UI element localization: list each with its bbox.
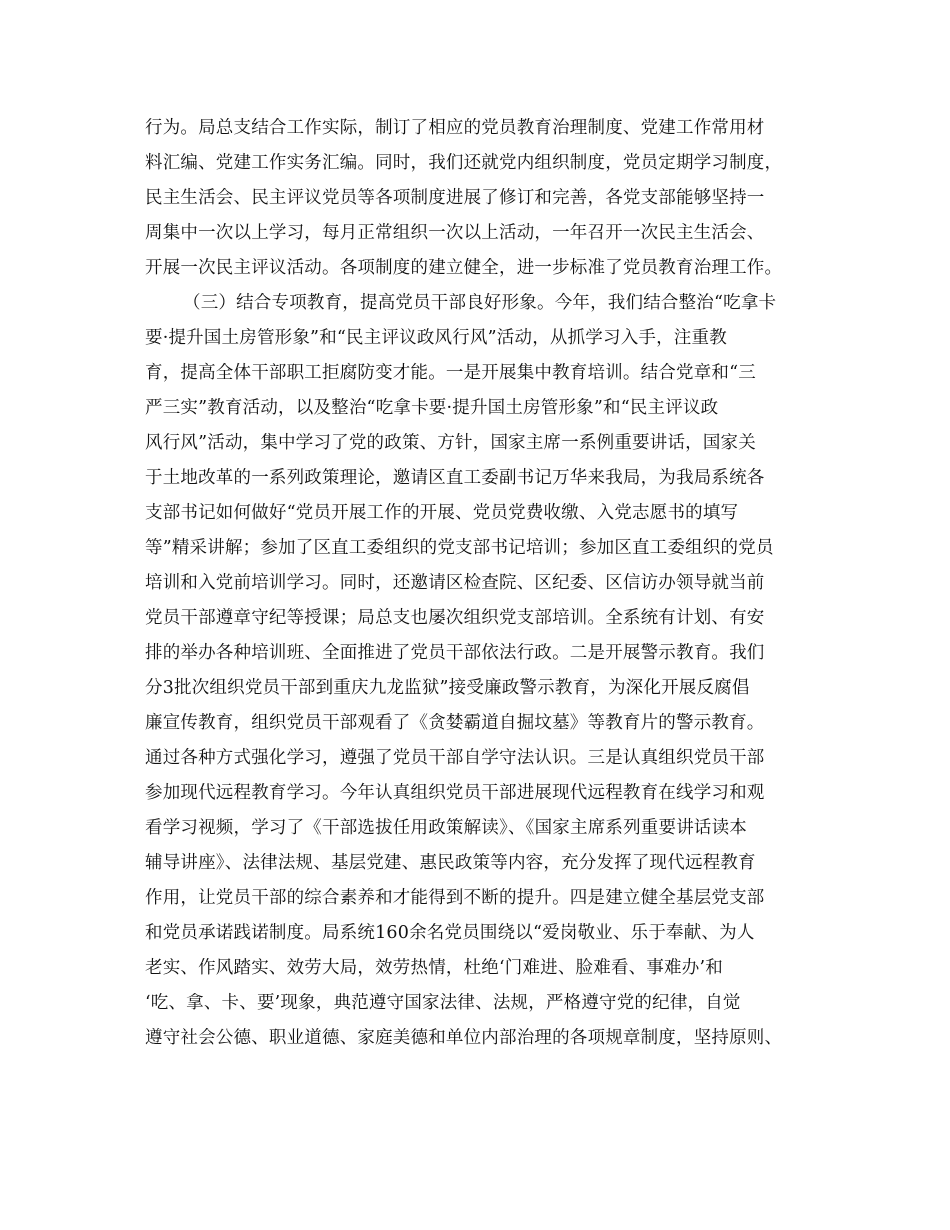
body-line: 参加现代远程教育学习。今年认真组织党员干部进展现代远程教育在线学习和观: [145, 783, 765, 803]
body-line: 支部书记如何做好“党员开展工作的开展、党员党费收缴、入党志愿书的填写: [145, 503, 739, 523]
body-line: 等”精采讲解；参加了区直工委组织的党支部书记培训；参加区直工委组织的党员: [145, 538, 774, 558]
paragraph-start-line: （三）结合专项教育，提高党员干部良好形象。今年，我们结合整治“吃拿卡: [183, 293, 777, 313]
body-line: 风行风”活动，集中学习了党的政策、方针，国家主席一系例重要讲话，国家关: [145, 433, 756, 453]
body-line: 开展一次民主评议活动。各项制度的建立健全，进一步标准了党员教育治理工作。: [145, 258, 783, 278]
body-line: 严三实”教育活动，以及整治“吃拿卡要·提升国土房管形象”和“民主评议政: [145, 398, 719, 418]
body-line: 周集中一次以上学习，每月正常组织一次以上活动，一年召开一次民主生活会、: [145, 223, 765, 243]
body-line: 老实、作风踏实、效劳大局，效劳热情，杜绝‘门难进、脸难看、事难办’和: [145, 958, 723, 978]
body-line: 料汇编、党建工作实务汇编。同时，我们还就党内组织制度，党员定期学习制度，: [145, 153, 783, 173]
body-line: 分3批次组织党员干部到重庆九龙监狱”接受廉政警示教育，为深化开展反腐倡: [145, 678, 750, 698]
body-line: 培训和入党前培训学习。同时，还邀请区检查院、区纪委、区信访办领导就当前: [145, 573, 765, 593]
body-line: 和党员承诺践诺制度。局系统160余名党员围绕以“爱岗敬业、乐于奉献、为人: [145, 923, 755, 943]
body-line: 行为。局总支结合工作实际，制订了相应的党员教育治理制度、党建工作常用材: [145, 118, 765, 138]
body-line: 辅导讲座》、法律法规、基层党建、惠民政策等内容，充分发挥了现代远程教育: [145, 853, 756, 873]
body-line: 党员干部遵章守纪等授课；局总支也屡次组织党支部培训。全系统有计划、有安: [145, 608, 765, 628]
body-line: 通过各种方式强化学习，遵强了党员干部自学守法认识。三是认真组织党员干部: [145, 748, 765, 768]
body-line: 排的举办各种培训班、全面推进了党员干部依法行政。二是开展警示教育。我们: [145, 643, 765, 663]
body-line: 遵守社会公德、职业道德、家庭美德和单位内部治理的各项规章制度，坚持原则、: [145, 1028, 783, 1048]
body-line: 育，提高全体干部职工拒腐防变才能。一是开展集中教育培训。结合党章和“三: [145, 363, 756, 383]
body-line: 作用，让党员干部的综合素养和才能得到不断的提升。四是建立健全基层党支部: [145, 888, 765, 908]
body-line: 民主生活会、民主评议党员等各项制度进展了修订和完善，各党支部能够坚持一: [145, 188, 765, 208]
body-line: 看学习视频，学习了《干部选拔任用政策解读》、《国家主席系列重要讲话读本: [145, 818, 747, 838]
body-line: 要·提升国土房管形象”和“民主评议政风行风”活动，从抓学习入手，注重教: [145, 328, 727, 348]
body-line: 廉宣传教育，组织党员干部观看了《贪婪霸道自掘坟墓》等教育片的警示教育。: [145, 713, 765, 733]
body-line: 于土地改革的一系列政策理论，邀请区直工委副书记万华来我局，为我局系统各: [145, 468, 765, 488]
body-line: ‘吃、拿、卡、要’现象，典范遵守国家法律、法规，严格遵守党的纪律，自觉: [145, 993, 741, 1013]
